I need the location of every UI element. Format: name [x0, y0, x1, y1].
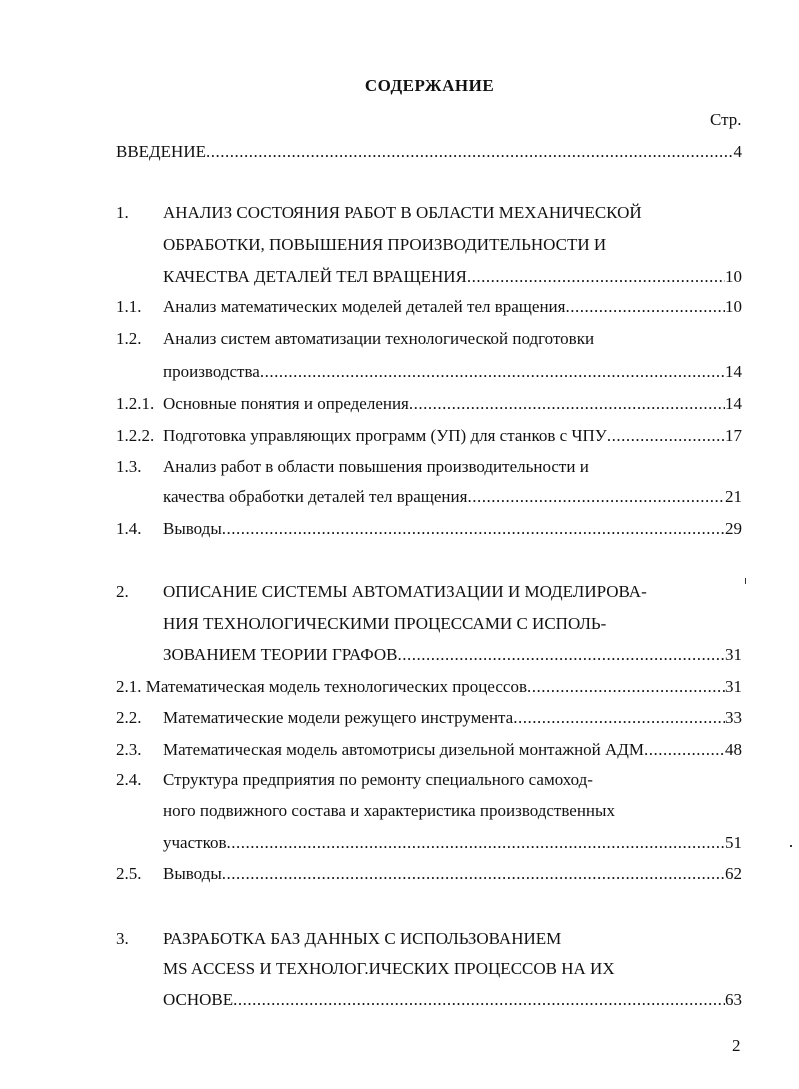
toc-label: Математические модели режущего инструмента	[163, 708, 514, 727]
toc-section-2-3[interactable]	[116, 738, 742, 762]
toc-label: Анализ математических моделей деталей тел вращения	[163, 297, 566, 316]
toc-label: ОБРАБОТКИ, ПОВЫШЕНИЯ ПРОИЗВОДИТЕЛЬНОСТИ И	[163, 235, 607, 254]
toc-chapter-3-line2	[116, 957, 742, 981]
toc-page: 48	[725, 740, 742, 759]
toc-number: 1.2.	[116, 329, 142, 348]
toc-label: НИЯ ТЕХНОЛОГИЧЕСКИМИ ПРОЦЕССАМИ С ИСПОЛЬ-	[163, 614, 607, 633]
toc-page: 29	[725, 519, 742, 538]
toc-number: 2.5.	[116, 864, 142, 883]
toc-number: 3.	[116, 929, 129, 948]
toc-section-2-4-line3	[116, 831, 742, 855]
scan-mark	[790, 845, 792, 847]
toc-chapter-3-line3	[116, 988, 742, 1012]
toc-number: 1.1.	[116, 297, 142, 316]
toc-number: 1.4.	[116, 519, 142, 538]
toc-chapter-1-line2	[116, 233, 742, 257]
toc-number: 2.2.	[116, 708, 142, 727]
toc-section-2-4[interactable]	[116, 768, 742, 792]
toc-label: АНАЛИЗ СОСТОЯНИЯ РАБОТ В ОБЛАСТИ МЕХАНИЧЕСКОЙ	[163, 203, 642, 222]
toc-label: производства	[163, 362, 260, 381]
toc-label: MS ACCESS И ТЕХНОЛОГ.ИЧЕСКИХ ПРОЦЕССОВ НА ИХ	[163, 959, 615, 978]
toc-number: 2.3.	[116, 740, 142, 759]
toc-page: 33	[725, 708, 742, 727]
toc-chapter-2-line2	[116, 612, 742, 636]
toc-page: 10	[725, 297, 742, 316]
toc-label: РАЗРАБОТКА БАЗ ДАННЫХ С ИСПОЛЬЗОВАНИЕМ	[163, 929, 562, 948]
toc-page: 62	[725, 864, 742, 883]
toc-label: качества обработки деталей тел вращения	[163, 487, 468, 506]
toc-section-2-1[interactable]	[116, 675, 742, 699]
toc-number: 2.	[116, 582, 129, 601]
toc-chapter-1[interactable]	[116, 201, 742, 225]
toc-number: 1.2.1.	[116, 394, 155, 413]
toc-section-1-3[interactable]	[116, 455, 742, 479]
toc-section-1-2-2[interactable]	[116, 424, 742, 448]
toc-chapter-1-line3	[116, 265, 742, 289]
toc-label: КАЧЕСТВА ДЕТАЛЕЙ ТЕЛ ВРАЩЕНИЯ	[163, 267, 467, 286]
toc-label: ВВЕДЕНИЕ	[116, 142, 206, 161]
toc-label: ОСНОВЕ	[163, 990, 234, 1009]
page-number: 2	[732, 1036, 741, 1055]
toc-number: 2.4.	[116, 770, 142, 789]
toc-label: ЗОВАНИЕМ ТЕОРИИ ГРАФОВ	[163, 645, 398, 664]
toc-entry-intro[interactable]	[116, 140, 742, 164]
toc-section-2-5[interactable]	[116, 862, 742, 886]
toc-label: 2.1. Математическая модель технологических процессов	[116, 677, 527, 696]
toc-page: 51	[725, 833, 742, 852]
toc-section-1-1[interactable]	[116, 295, 742, 319]
toc-label: Анализ систем автоматизации технологической подготовки	[163, 329, 595, 348]
toc-section-2-2[interactable]	[116, 706, 742, 730]
toc-section-1-2-line2	[116, 360, 742, 384]
toc-chapter-2[interactable]	[116, 580, 742, 604]
toc-label: Выводы	[163, 519, 222, 538]
toc-page: 31	[725, 645, 742, 664]
toc-page: 21	[725, 487, 742, 506]
toc-section-1-2-1[interactable]	[116, 392, 742, 416]
toc-page: 10	[725, 267, 742, 286]
toc-section-1-4[interactable]	[116, 517, 742, 541]
toc-page: 63	[725, 990, 742, 1009]
toc-label: участков	[163, 833, 227, 852]
toc-chapter-3[interactable]	[116, 927, 742, 951]
toc-label: Основные понятия и определения	[163, 394, 409, 413]
toc-label: ного подвижного состава и характеристика производственных	[163, 801, 615, 820]
toc-page: 4	[733, 142, 742, 161]
toc-label: Математическая модель автомотрисы дизельной монтажной АДМ	[163, 740, 645, 759]
toc-number: 1.	[116, 203, 129, 222]
toc-label: Анализ работ в области повышения производительности и	[163, 457, 589, 476]
toc-page: 17	[725, 426, 742, 445]
toc-section-1-2[interactable]	[116, 327, 742, 351]
page-title: СОДЕРЖАНИЕ	[364, 76, 495, 95]
scan-mark	[745, 578, 746, 584]
toc-page: 31	[725, 677, 742, 696]
toc-page: 14	[725, 362, 742, 381]
toc-page: 14	[725, 394, 742, 413]
page-column-label: Стр.	[710, 110, 742, 129]
toc-number: 1.3.	[116, 457, 142, 476]
toc-section-2-4-line2	[116, 799, 742, 823]
toc-label: Структура предприятия по ремонту специального самоход-	[163, 770, 593, 789]
toc-chapter-2-line3	[116, 643, 742, 667]
toc-number: 1.2.2.	[116, 426, 155, 445]
toc-section-1-3-line2	[116, 485, 742, 509]
toc-label: Подготовка управляющих программ (УП) для станков с ЧПУ	[163, 426, 607, 445]
toc-label: Выводы	[163, 864, 222, 883]
toc-label: ОПИСАНИЕ СИСТЕМЫ АВТОМАТИЗАЦИИ И МОДЕЛИРОВА-	[163, 582, 647, 601]
